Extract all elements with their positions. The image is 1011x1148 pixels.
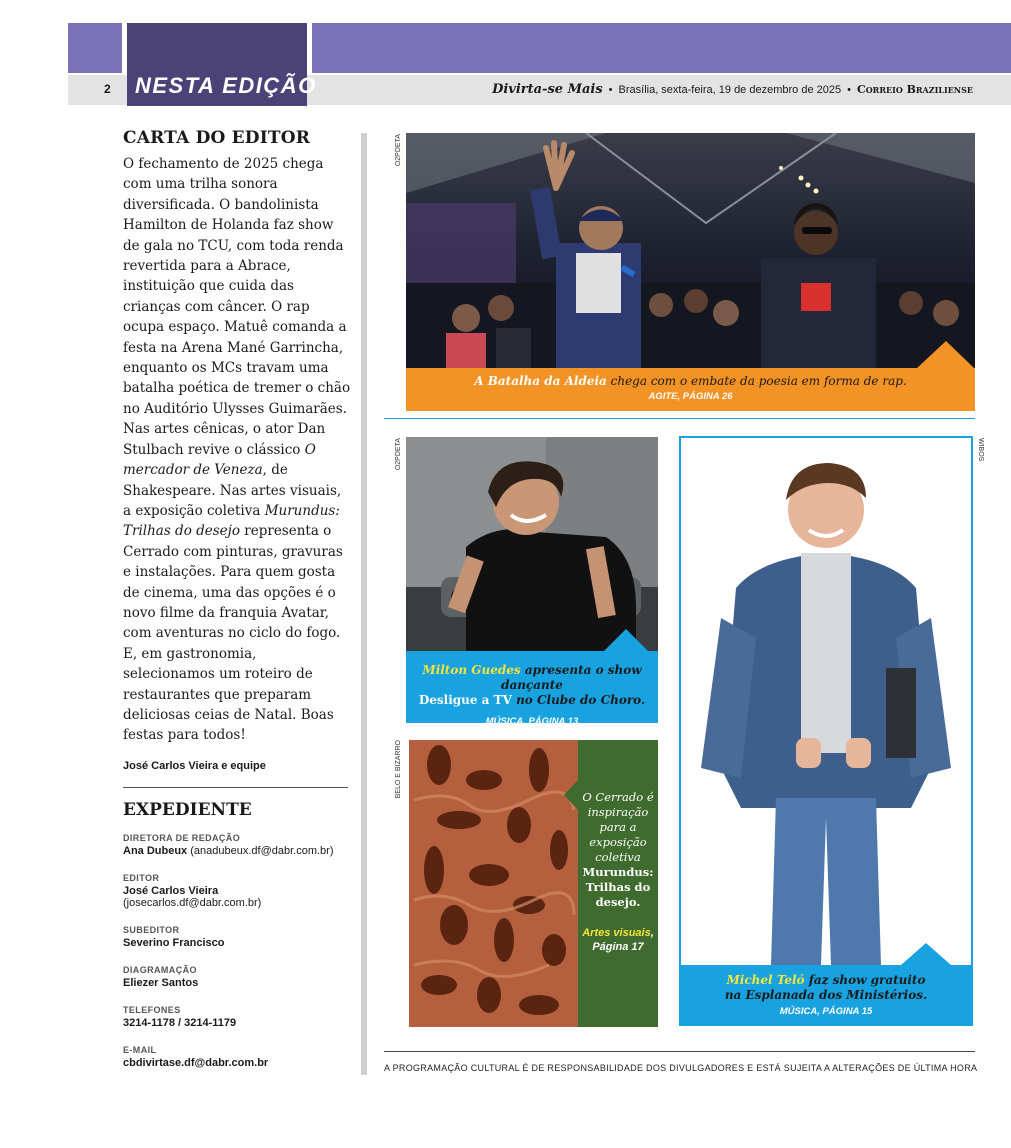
staff-entry <box>123 833 353 857</box>
staff-name: Ana Dubeux <box>123 845 188 857</box>
photo-credit: O2PDETA <box>395 438 402 471</box>
expediente-list <box>123 833 353 1085</box>
phone-numbers: 3214-1178 / 3214-1179 <box>123 1017 237 1029</box>
editor-letter-body: O fechamento de 2025 chega com uma trilha sonora diversificada. O bandolinista Hamilton de Holanda faz show de gala no TCU, com toda renda revertida para a Abrace, instituição que cuida das crianças com câncer. O rap ocupa espaço. Matuê comanda a festa na Arena Mané Garrincha, enquanto os MCs travam uma batalha poética de tremer o chão no Auditório Ulysses Guimarães. Nas artes cênicas, o ator Dan Stulbach revive o clássico O mercador de Veneza, de Shakespeare. Nas artes visuais, a exposição coletiva Murundus: Trilhas do desejo representa o Cerrado com pinturas, gravuras e instalações. Para quem gosta de cinema, uma das opções é o novo filme da franquia Avatar, com aventuras no ciclo do fogo. E, em gastronomia, selecionamos um roteiro de restaurantes que preparam deliciosas ceias de Natal. Boas festas para todos! <box>123 156 351 744</box>
staff-email[interactable]: (josecarlos.df@dabr.com.br) <box>123 897 262 909</box>
staff-entry <box>123 873 353 909</box>
cerrado-caption: O Cerrado é inspiração para a exposição coletiva Murundus: Trilhas do desejo. <box>582 790 654 909</box>
header-color-block <box>68 23 122 73</box>
email-entry <box>123 1045 353 1069</box>
staff-name: José Carlos Vieira <box>123 885 219 897</box>
photo-credit: O2PDETA <box>395 134 402 167</box>
footer-disclaimer: A PROGRAMAÇÃO CULTURAL É DE RESPONSABILIDADE DOS DIVULGADORES E ESTÁ SUJEITA A ALTERAÇÕES DE ÚLTIMA HORA <box>384 1063 978 1073</box>
staff-role: SUBEDITOR <box>123 925 180 935</box>
rap-battle-image <box>406 133 975 369</box>
rap-battle-photo <box>406 133 975 369</box>
email-label: E-MAIL <box>123 1045 157 1055</box>
rap-page-ref: AGITE, PÁGINA 26 <box>648 391 733 402</box>
divider <box>123 787 348 788</box>
michel-telo-photo <box>681 438 971 965</box>
divider <box>384 418 975 419</box>
dateline: Brasília, sexta-feira, 19 de dezembro de 2025 <box>618 84 842 96</box>
milton-caption-box <box>406 651 658 727</box>
michel-caption-box <box>681 965 971 1024</box>
rap-caption: A Batalha da Aldeia chega com o embate da poesia em forma de rap. <box>474 374 907 388</box>
editor-letter-title: CARTA DO EDITOR <box>123 128 311 148</box>
staff-entry <box>123 925 353 949</box>
column-separator <box>361 133 367 1075</box>
header-color-bar <box>312 23 1011 73</box>
header-dateline <box>492 82 973 97</box>
editor-letter <box>123 128 351 772</box>
cerrado-artwork-image <box>409 740 579 1027</box>
staff-role: EDITOR <box>123 873 160 883</box>
milton-guedes-photo <box>406 437 658 651</box>
rap-caption-box <box>406 368 975 411</box>
page-number: 2 <box>104 82 111 96</box>
photo-credit: WIBOS <box>977 438 984 462</box>
michel-caption: Michel Teló faz show gratuito na Esplanada dos Ministérios. <box>724 973 928 1002</box>
milton-guedes-image <box>406 437 658 651</box>
newspaper-logo: Correio Braziliense <box>856 83 973 96</box>
cerrado-artwork-photo <box>409 740 579 1027</box>
supplement-name: Divirta-se Mais <box>492 82 603 97</box>
phone-label: TELEFONES <box>123 1005 181 1015</box>
staff-email[interactable]: (anadubeux.df@dabr.com.br) <box>187 845 334 857</box>
footer-divider <box>384 1051 975 1052</box>
staff-role: DIRETORA DE REDAÇÃO <box>123 833 241 843</box>
bullet-separator: • <box>847 84 851 96</box>
staff-name: Eliezer Santos <box>123 977 199 989</box>
bullet-separator: • <box>608 84 613 96</box>
staff-role: DIAGRAMAÇÃO <box>123 965 197 975</box>
expediente-title: EXPEDIENTE <box>123 800 252 820</box>
michel-page-ref: MÚSICA, PÁGINA 15 <box>779 1006 873 1017</box>
contact-email[interactable]: cbdivirtase.df@dabr.com.br <box>123 1057 269 1069</box>
caption-pointer <box>564 780 578 810</box>
milton-page-ref: MÚSICA, PÁGINA 13 <box>485 716 579 727</box>
cerrado-caption-box <box>578 740 658 1027</box>
staff-name: Severino Francisco <box>123 937 225 949</box>
milton-caption: Milton Guedes apresenta o show dançante Desligue a TV no Clube do Choro. <box>418 663 646 707</box>
staff-entry <box>123 965 353 989</box>
photo-credit: BELO E BIZARRO <box>395 740 402 799</box>
phone-entry <box>123 1005 353 1029</box>
cerrado-page-ref: Artes visuais, Página 17 <box>582 927 654 953</box>
michel-telo-image <box>681 438 971 965</box>
section-title: NESTA EDIÇÃO <box>135 73 317 98</box>
editor-signature: José Carlos Vieira e equipe <box>123 759 266 772</box>
